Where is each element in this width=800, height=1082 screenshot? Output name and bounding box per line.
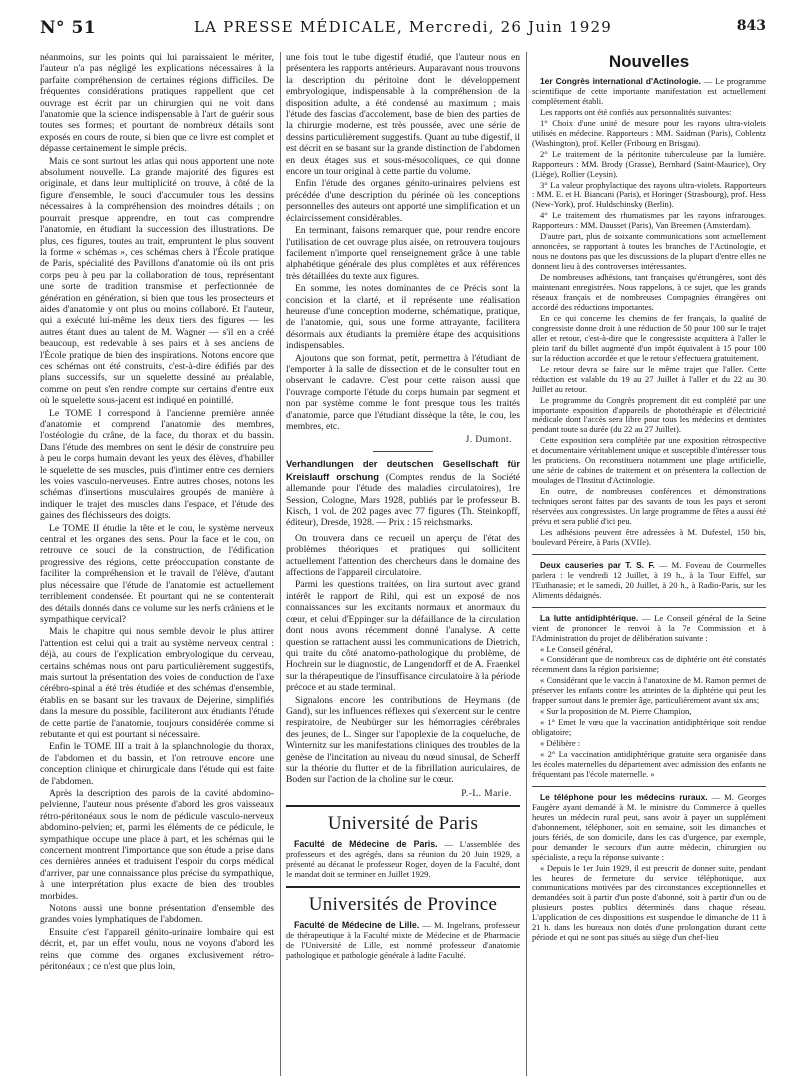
issue-number: N° 51 [40,18,97,38]
paragraph: On trouvera dans ce recueil un aperçu de l'état des problèmes théoriques et pratiques qui sollicitent actuellement l'attention des chercheurs dans le domaine des affections de l'appareil circulatoire. [286,532,520,579]
page-number: 843 [736,18,766,34]
divider [532,554,766,555]
paragraph: — M. Georges Faugère ayant demandé à M. le ministre du Commerce à quelles heures un médecin rural peut, sans avoir à payer un supplément d'abonnement, téléphoner, soit en semaine, soit les dimanches et jours fériés, de son domicile, dans les cas d'urgence, par exemple, pour demander le secours d'un autre médecin, chirurgien ou spécialiste, a reçu la réponse suivante : [532,791,766,862]
paragraph: « Sur la proposition de M. Pierre Champion, [540,706,692,717]
book-review-end [286,52,520,432]
paragraph: De nombreuses adhésions, tant françaises qu'étrangères, sont dès maintenant enregistrées. Nous rappelons, à ce sujet, que les grands réseaux français et de nombreuses Compagnies étrangères ont accordé des réductions importantes. [532,272,766,312]
book-details: (Comptes rendus de la Société allemande pour l'étude des maladies circulatoires), 1re Session, Cologne, Mars 1928, publiés par le professeur B. Kisch, 1 vol. de 202 pages avec 77 figures (Th. Steinkopff, éditeur), Dresde, 1928. — Prix : 15 reichsmarks. [286,471,520,529]
paragraph: Après la description des parois de la cavité abdomino-pelvienne, l'auteur nous présente d'abord les gros vaisseaux rétro-péritonéaux sous le nom de pédicule vasculo-nerveux abdomino-pelvien; et, parmi les éléments de ce pédicule, le sympathique occupe une place à part, et les schémas qui le concernent montrent l'importance que son étude a prise dans ces dernières années et traduisent l'espoir du corps médical d'arriver, par une connaissance plus précise du sympathique, à une interprétation plus exacte de bien des troubles morbides. [40,788,274,902]
paragraph: Enfin l'étude des organes génito-urinaires pelviens est précédée d'une description du périnée où les conceptions personnelles des auteurs ont apporté une simplification et un éclaircissement considérables. [286,178,520,224]
telephone-heading: Le téléphone pour les médecins ruraux. [540,791,708,802]
paragraph: En outre, de nombreuses conférences et démonstrations techniques seront faites par des savants de tous les pays et seront réservées aux congressistes. Un large programme de fêtes a aussi été prévu et sera publié d'ici peu. [532,486,766,526]
paragraph: En terminant, faisons remarquer que, pour rendre encore l'utilisation de cet ouvrage plus aisée, on retrouvera toujours facilement n'importe quel renseignement grâce à une table alphabétique générale des plus complètes et aux références très détaillées du texte aux figures. [286,225,520,282]
paragraph: Le retour devra se faire sur le même trajet que l'aller. Cette réduction est valable du 19 au 27 Juillet à l'aller et du 22 au 30 Juillet au retour. [532,363,766,394]
paragraph: — Le programme scientifique de cette importante manifestation est actuellement complètement établi. [532,76,766,106]
paragraph: Notons aussi une bonne présentation d'ensemble des grandes voies lymphatiques de l'abdomen. [40,903,274,926]
paragraph: « Considérant que de nombreux cas de diphtérie ont été constatés récemment dans la région parisienne; [532,654,766,675]
paragraph: Ensuite c'est l'appareil génito-urinaire lombaire qui est décrit, et, par un effet voulu, nous ne voyons d'abord les reins que comme des organes exclusivement rétro-péritonéaux ; ce n'est que plus loin, [40,926,274,973]
paragraph: Cette exposition sera complétée par une exposition rétrospective et documentaire véritablement unique et susceptible d'intéresser tous les praticiens. On reconstituera notamment une plage artificielle, une série de cabines de traitement et on présentera la collection de moulages de l'Institut d'Actinologie. [532,435,766,486]
divider [532,607,766,608]
paragraph: — M. Foveau de Courmelles parlera : le vendredi 12 Juillet, à 19 h., à la Tour Eiffel, sur l'Euthanasie; et le samedi, 20 Juillet, à 20 h., à Radio-Paris, sur les Aliments dédaignés. [532,559,766,600]
paragraph: Le TOME I correspond à l'ancienne première année d'anatomie et comprend l'anatomie des membres, l'ostéologie du crâne, de la face, du thorax et du bassin. Dans l'étude des membres on sent le désir de construire peu à peu le corps humain devant les yeux des élèves, d'habiller le squelette de ses muscles, puis d'intimer entre ces derniers les voies vasculo-nerveuses. Entre autres choses, notons les schémas d'insertions musculaires groupés de manière à indiquer le trajet des muscles dans l'espace, et l'étude des gaines des fléchisseurs des doigts. [40,407,274,522]
paragraph: Ajoutons que son format, petit, permettra à l'étudiant de l'emporter à la salle de dissection et de le consulter tout en observant le cadavre. C'est pour cette raison aussi que l'ouvrage comporte l'étude du corps humain par segment et non par système comme le font presque tous les traités d'anatomie, parce que l'étudiant dissèque la tête, le cou, les membres, etc. [286,352,520,432]
section-title-province: Universités de Province [308,893,498,915]
paragraph: D'autre part, plus de soixante communications sont actuellement annoncées, se rapportant à toutes les branches de l'Actinologie, et nous ne doutons pas que les discussions de la plupart d'entre elles ne donnent lieu à des controverses intéressantes. [532,231,766,272]
paragraph: 3° La valeur prophylactique des rayons ultra-violets. Rapporteurs : MM. E. et H. Biancani (Paris), et Horinger (Strasbourg), prof. Hess (New-York), prof. Huldschinsky (Berlin). [532,179,766,210]
section-title-nouvelles: Nouvelles [608,52,690,71]
book-citation [286,458,520,528]
paragraph: « Considérant que le vaccin à l'anatoxine de M. Ramon permet de préserver les enfants contre les atteintes de la diphtérie qui peut les frapper surtout dans le premier âge, particulièrement avant six ans; [532,675,766,706]
radio-heading: Deux causeries par T. S. F. [540,559,655,570]
diphtheria-heading: La lutte antidiphtérique. [540,612,639,623]
paragraph: Signalons encore les contributions de Heymans (de Gand), sur les influences réflexes qui s'exercent sur le centre respiratoire, de Neubürger sur les hémorragies cérébrales des jeunes, de L. Singer sur l'apoplexie de la coqueluche, de Winternitz sur les manifestations cliniques des troubles de la genèse de l'incitation au niveau du nœud sinusal, de Scherff sur la théorie du flutter et de la fibrillation auriculaires, de Boden sur l'action de la choline sur le cœur. [286,694,520,786]
lille-news-heading: Faculté de Médecine de Lille. [294,919,420,930]
telephone-news [532,793,766,943]
paragraph: — Le Conseil général de la Seine vient de prononcer le renvoi à la 7e Commission et à l'Administration du projet de délibération suivante : [532,612,766,643]
paragraph: « Depuis le 1er Juin 1929, il est prescrit de donner suite, pendant les heures de fermeture du service téléphonique, aux communications motivées par des circonstances exceptionnelles et demandées soit à partir d'un poste d'abonné, soit à partir d'un ou de plusieurs postes publics déterminés dans chaque réseau. L'application de ces dispositions est suspendue le dimanche de 11 à 21 h. dans les bureaux non dotés d'une prolongation durant cette période et qui ne sont pas situés au siège d'un chef-lieu [532,862,766,943]
paragraph: Parmi les questions traitées, on lira surtout avec grand intérêt le rapport de Rihl, qui est un exposé de nos connaissances sur les excitants normaux et anormaux du cœur, et celui d'Eppinger sur la défaillance de la circulation dont nous avons récemment donné l'analyse. A cette question se rattachent aussi les communications de Dietrich, qui traite du côté anatomo-pathologique du problème, de Hochrein sur le diagnostic, de Langendorff et de A. Fraenkel sur la thérapeutique de l'insuffisance circulatoire à la période précoce et au stade terminal. [286,579,520,694]
review-signature: J. Dumont. [465,435,512,446]
divider [286,886,520,888]
paragraph: Enfin le TOME III a trait à la splanchnologie du thorax, de l'abdomen et du bassin, et l'on retrouve encore une conception clinique et chirurgicale dans l'étude qui est faite de l'abdomen. [40,741,274,787]
column-2 [286,52,520,1076]
paragraph: 4° Le traitement des rhumatismes par les rayons infrarouges. Rapporteurs : MM. Dausset (Paris), Van Breemen (Amsterdam). [532,210,766,231]
divider [373,451,433,452]
paragraph: En somme, les notes dominantes de ce Précis sont la concision et la clarté, et il représente une réalisation heureuse d'une conception moderne, schématique, pratique, de l'anatomie, qui, sous une forme attrayante, facilitera désormais aux étudiants la première étape des acquisitions indispensables. [286,283,520,352]
paragraph: Le TOME II étudie la tête et le cou, le système nerveux central et les organes des sens. Pour la face et le cou, on retrouve ce souci de la construction, de l'édification progressive des régions, cette préoccupation constante de faciliter la compréhension et le travail de l'élève, d'autant plus nécessaire que l'étude de l'anatomie est actuellement terriblement condensée. Et pourtant qui ne se contenterait des détails donnés dans ce volume sur les nerfs crâniens et le sympathique cervical? [40,522,274,625]
paragraph: « Délibère : [540,738,581,749]
radio-news [532,561,766,601]
congress-news [532,77,766,548]
review-signature: P.-L. Marie. [461,788,512,799]
paris-news-heading: Faculté de Médecine de Paris. [294,838,438,849]
paris-news [286,839,520,880]
column-1 [40,52,274,1076]
journal-title: LA PRESSE MÉDICALE, Mercredi, 26 Juin 1929 [193,18,613,36]
divider [532,786,766,787]
paragraph: néanmoins, sur les points qui lui paraissaient le mériter, l'auteur n'a pas négligé les explications nécessaires à la parfaite compréhension de certaines régions difficiles. De fréquentes considérations pratiques rappellent que cet ouvrage est écrit par un chirurgien qui ne voit dans l'anatomie que la science indispensable à l'art de guérir sous toutes ses formes; et pourtant de nombreux détails sont exposés en cours de route, si bien que ce livre est complet et dépasse certainement le simple précis. [40,52,274,155]
paragraph: 1° Choix d'une unité de mesure pour les rayons ultra-violets utilisés en médecine. Rapporteurs : MM. Saidman (Paris), Coblentz (Washington), prof. Keller (Fribourg en Brisgau). [532,117,766,148]
paragraph: une fois tout le tube digestif étudié, que l'auteur nous en présentera les rapports antérieurs. Auparavant nous trouvons la description du péritoine dont le développement embryologique, indispensable à la compréhension de la disposition adulte, a été condensé au maximum ; mais l'étude des fascias d'accolement, base de bien des parties de la chirurgie moderne, est très poussée, avec une série de dessins particulièrement suggestifs. Quant au tube digestif, il est décrit en se basant sur la grande distinction de l'abdomen en deux étages sus et sous-mésocoliques, ce qui donne encore un tour original à cette partie du volume. [286,52,520,178]
paragraph: Le programme du Congrès proprement dit est complété par une importante exposition d'appareils de photothérapie et d'électricité médicale dont l'accès sera libre pour tous les médecins et dentistes pendant toute sa durée (du 22 au 27 Juillet). [532,394,766,435]
paragraph: Mais ce sont surtout les atlas qui nous apportent une note absolument nouvelle. La grande majorité des figures est originale, et dans leur multiplicité on trouve, à côté de la figure d'ensemble, le souci d'accumuler tous les dessins nécessaires à la compréhension des moindres détails ; on pourrait presque apprendre, en tout cas comprendre l'anatomie, en étudiant la succession des illustrations. De plus, ces figures, toutes au trait, empruntent le plus souvent la forme « schémas », ces schémas chers à l'École pratique de Paris, spécialité des Pavillons d'anatomie où ils ont pris corps peu à peu par la collaboration de tous, représentant une sorte de tradition transmise et perfectionnée de génération en génération, si bien que tous les prosecteurs et aides d'anatomie y ont plus ou moins collaboré. Et l'auteur, qui a exécuté lui-même les deux tiers des figures — les autres étant dues au talent de M. Wagner — s'il en a créé beaucoup, est redevable à ses pairs et à ses anciens de l'École pratique de bien des inspirations. Notons encore que ces schémas ont été construits, c'est-à-dire édifiés par des plans successifs, sur un squelette dessiné au préalable, comme on peut s'en rendre compte sur certains d'entre eux où le squelette sous-jacent est indiqué en pointillé. [40,155,274,407]
paragraph: Mais le chapitre qui nous semble devoir le plus attirer l'attention est celui qui a trait au système nerveux central : déjà, au cours de l'explication embryologique du cerveau, certains schémas nous ont paru particulièrement suggestifs, mais surtout la présentation des voies de conduction de l'axe cérébro-spinal a été très étudiée et des schémas d'ensemble, établis en se basant sur les travaux de Dejerine, simplifiés dans la mesure du possible, faciliteront aux étudiants l'étude de cette partie de l'anatomie, toujours considérée comme si rebutante et qui est pourtant si nécessaire. [40,626,274,740]
section-title-paris: Université de Paris [327,812,479,834]
congress-heading: 1er Congrès international d'Actinologie. [540,76,701,86]
paragraph: 2° Le traitement de la péritonite tuberculeuse par la lumière. Rapporteurs : MM. Brody (Grasse), Bernhard (Saint-Maurice), Ory (Liège), Rollier (Leysin). [532,148,766,179]
divider [286,805,520,807]
book-review-continued [40,52,274,973]
book-title: Verhandlungen der deutschen Gesellschaft für Kreislauff orschung [286,458,520,482]
lille-news-text: — M. Ingelrans, professeur de thérapeutique à la Faculté mixte de Médecine et de Pharmacie de l'Université de Lille, est nommé professeur d'anatomie pathologique et pathologie générale à ladite Faculté. [286,919,520,961]
column-rule-left [280,52,281,1076]
paragraph: En ce qui concerne les chemins de fer français, la qualité de congressiste donne droit à une réduction de 50 pour 100 sur le trajet aller et retour, c'est-à-dire que le congressiste acquittera à l'aller le plein tarif du billet augmenté d'un impôt équivalent à 15 pour 100 sur la réduction accordée et que le retour s'effectuera gratuitement. [532,312,766,363]
column-3 [532,52,766,1076]
paragraph: « 2° La vaccination antidiphtérique gratuite sera organisée dans les écoles maternelles du département avec admission des enfants ne fréquentant pas l'école maternelle. » [532,749,766,779]
second-review [286,533,520,786]
page-header [40,16,766,42]
paragraph: Les rapports ont été confiés aux personnalités suivantes: [540,106,732,117]
paris-news-text: — L'assemblée des professeurs et des agrégés, dans sa réunion du 20 Juin 1929, a présenté au décanat le professeur Roger, doyen de la Faculté, dont le mandat doit se terminer en Juillet 1929. [286,838,520,880]
diphtheria-news [532,614,766,780]
column-rule-right [526,52,527,1076]
paragraph: « 1° Emet le vœu que la vaccination antidiphtérique soit rendue obligatoire; [532,717,766,738]
paragraph: Les adhésions peuvent être adressées à M. Dufestel, 150 bis, boulevard Péreire, à Paris (XVIIe). [532,526,766,547]
lille-news [286,920,520,961]
paragraph: « Le Conseil général, [540,643,613,654]
